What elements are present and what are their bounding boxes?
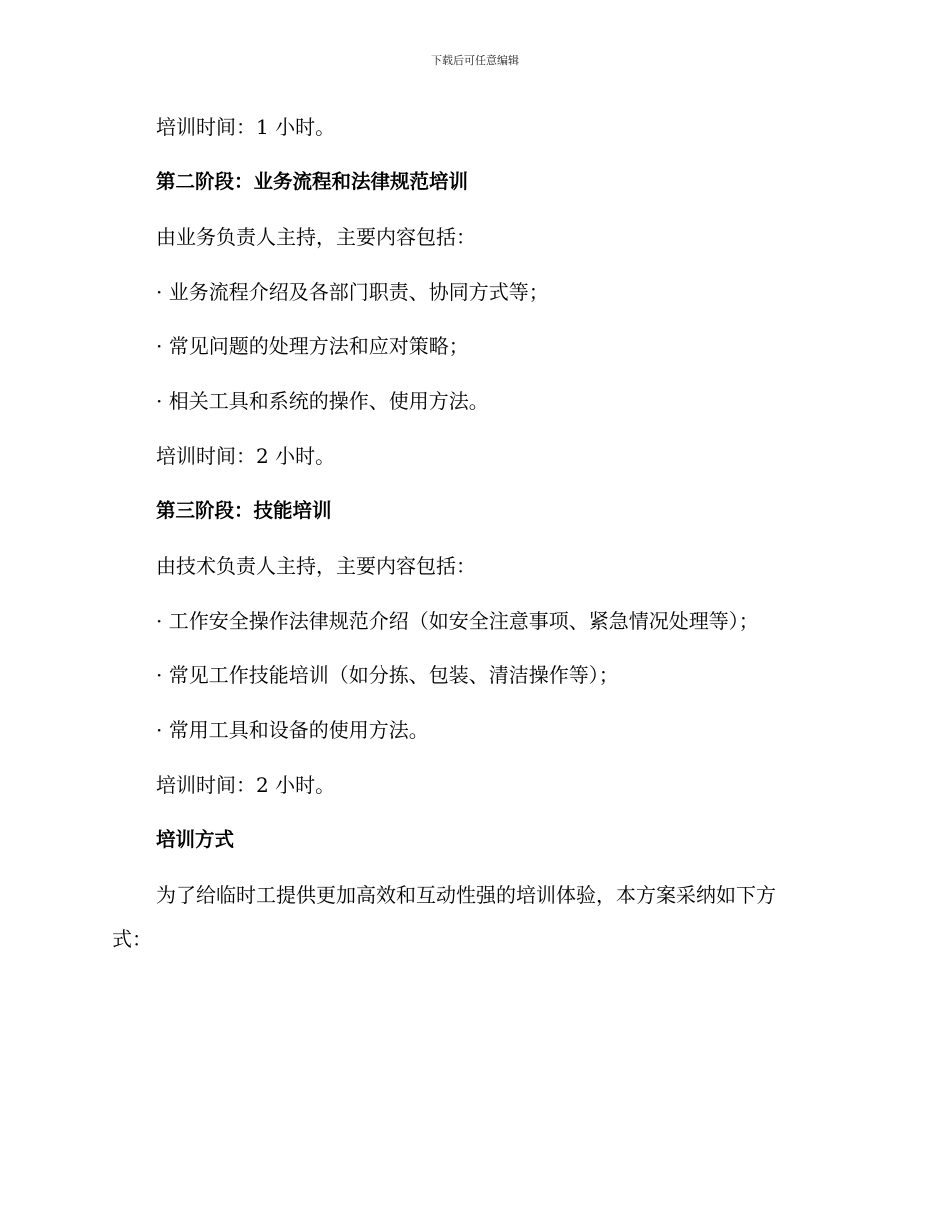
stage-two-item-2: · 常见问题的处理方法和应对策略；	[156, 334, 469, 358]
stage-three-item-2: · 常见工作技能培训（如分拣、包装、清洁操作等）；	[156, 663, 619, 687]
training-time-3: 培训时间：2 小时。	[156, 773, 336, 797]
training-method-paragraph-line-2: 式：	[112, 927, 152, 951]
stage-two-item-1: · 业务流程介绍及各部门职责、协同方式等；	[156, 280, 549, 304]
stage-two-heading: 第二阶段：业务流程和法律规范培训	[156, 170, 469, 193]
training-time-2: 培训时间：2 小时。	[156, 444, 336, 468]
stage-two-item-3: · 相关工具和系统的操作、使用方法。	[156, 389, 489, 413]
training-method-heading: 培训方式	[156, 828, 235, 851]
training-method-paragraph-line-1: 为了给临时工提供更加高效和互动性强的培训体验，本方案采纳如下方	[156, 883, 776, 907]
stage-two-intro: 由业务负责人主持，主要内容包括：	[156, 225, 476, 249]
page-header-note: 下载后可任意编辑	[431, 54, 519, 67]
stage-three-item-1: · 工作安全操作法律规范介绍（如安全注意事项、紧急情况处理等）；	[156, 609, 759, 633]
stage-three-heading: 第三阶段：技能培训	[156, 499, 332, 522]
stage-three-item-3: · 常用工具和设备的使用方法。	[156, 718, 429, 742]
training-time-1: 培训时间：1 小时。	[156, 115, 336, 139]
stage-three-intro: 由技术负责人主持，主要内容包括：	[156, 554, 476, 578]
